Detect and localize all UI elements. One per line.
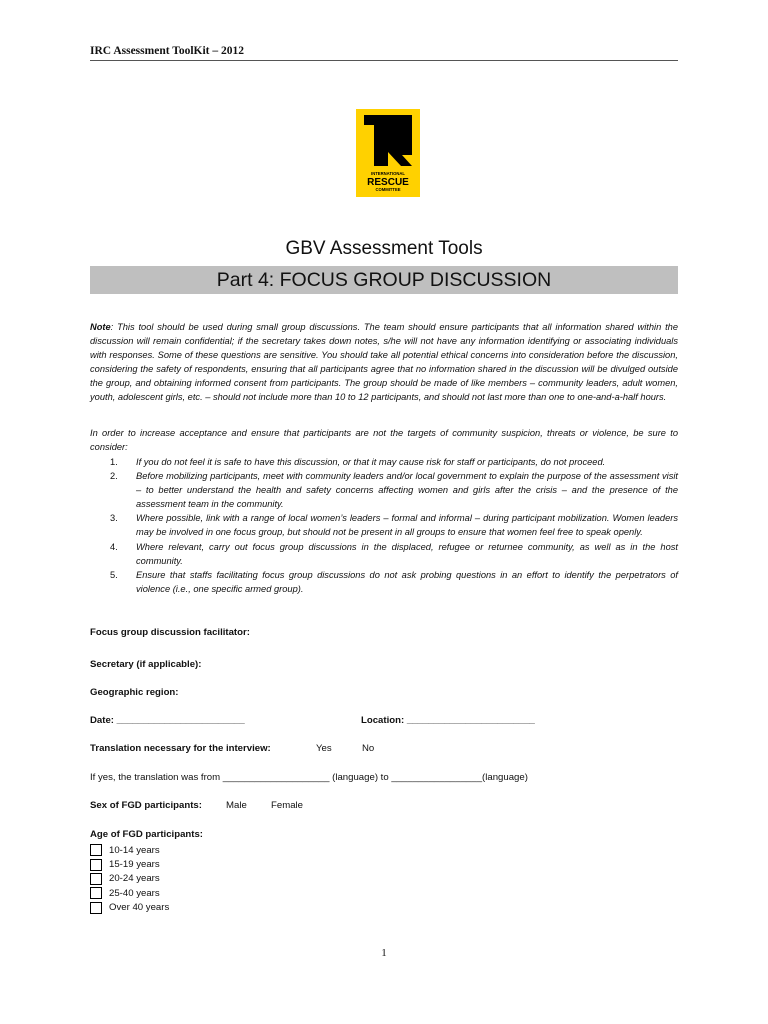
logo-line-1: INTERNATIONAL <box>371 171 405 176</box>
secretary-field-label: Secretary (if applicable): <box>90 659 202 670</box>
checkbox-label: 10-14 years <box>109 844 160 856</box>
list-item <box>110 511 678 539</box>
logo-line-3: COMMITTEE <box>375 187 401 192</box>
list-text: If you do not feel it is safe to have this discussion, or that it may cause risk for staff or participants, do not proceed. <box>136 457 606 467</box>
list-number: 5. <box>110 569 118 580</box>
list-text: Ensure that staffs facilitating focus group discussions do not ask probing questions in an effort to identify the perpetrators of violence (i.e., one specific armed group). <box>136 569 678 594</box>
note-label: Note <box>90 322 111 332</box>
checkbox-label: Over 40 years <box>109 902 170 914</box>
list-item <box>110 540 678 568</box>
age-question: Age of FGD participants: <box>90 829 203 840</box>
list-number: 2. <box>110 471 118 482</box>
translation-yes-option[interactable]: Yes <box>316 743 332 754</box>
checkbox[interactable] <box>90 902 102 914</box>
checklist-item[interactable] <box>90 901 169 915</box>
part-heading: Part 4: FOCUS GROUP DISCUSSION <box>90 266 678 294</box>
note-paragraph <box>90 320 678 405</box>
checkbox-label: 25-40 years <box>109 887 160 899</box>
checkbox-label: 15-19 years <box>109 859 160 871</box>
list-text: Where possible, link with a range of local women’s leaders – formal and informal – during participant mobilization. Women leaders may be involved in one focus group, but should not be present in all groups to ensure that women feel free to speak openly. <box>136 513 678 538</box>
checklist-item[interactable] <box>90 843 169 857</box>
list-number: 1. <box>110 457 118 467</box>
location-field[interactable]: Location: ________________________ <box>361 715 535 726</box>
checkbox-label: 20-24 years <box>109 873 160 885</box>
note-text: : This tool should be used during small group discussions. The team should ensure participants that all information shared within the discussion will remain confidential; if the secretary takes down notes, s/he will not have any information identifying or associating individuals with responses. Some of these questions are sensitive. You should take all potential ethical concerns into consideration before the discussion, considering the safety of respondents, ensuring that all participants agree that no information shared in the discussion will be divulged outside the group, and obtaining informed consent from participants. The group should be made of like members – community leaders, adult women, youth, adolescent girls, etc. – should not include more than 10 to 12 participants, and should not last more than one to one-and-a-half hours. <box>90 322 678 403</box>
checkbox[interactable] <box>90 859 102 871</box>
rescue-logo-icon <box>356 109 420 197</box>
running-header: IRC Assessment ToolKit – 2012 <box>90 45 678 61</box>
list-item <box>110 455 678 469</box>
sex-male-option[interactable]: Male <box>226 800 247 811</box>
checkbox[interactable] <box>90 887 102 899</box>
checklist-item[interactable] <box>90 886 169 900</box>
region-field-label: Geographic region: <box>90 687 179 698</box>
intro-paragraph: In order to increase acceptance and ensure that participants are not the targets of community suspicion, threats or violence, be sure to consider: <box>90 428 678 453</box>
checkbox[interactable] <box>90 844 102 856</box>
date-field[interactable]: Date: ________________________ <box>90 715 245 726</box>
checklist-item[interactable] <box>90 857 169 871</box>
list-text: Where relevant, carry out focus group discussions in the displaced, refugee or returnee community, as well as in the host community. <box>136 541 678 566</box>
list-item <box>110 568 678 596</box>
logo-line-2: RESCUE <box>367 177 409 188</box>
translation-detail-field[interactable]: If yes, the translation was from ____________________ (language) to _________________(language) <box>90 772 528 783</box>
consideration-list <box>110 455 678 596</box>
checklist-item[interactable] <box>90 872 169 886</box>
age-checklist <box>90 843 169 915</box>
translation-question: Translation necessary for the interview: <box>90 743 271 754</box>
sex-female-option[interactable]: Female <box>271 800 303 811</box>
facilitator-field-label: Focus group discussion facilitator: <box>90 627 250 638</box>
page-number: 1 <box>381 947 387 959</box>
list-number: 3. <box>110 513 118 524</box>
translation-no-option[interactable]: No <box>362 743 375 754</box>
checkbox[interactable] <box>90 873 102 885</box>
document-title: GBV Assessment Tools <box>285 238 483 259</box>
list-text: Before mobilizing participants, meet with community leaders and/or local government to explain the purpose of the assessment visit – to better understand the health and safety concerns affecting women and girls after the crisis – and the presence of the assessment team in the community. <box>136 471 678 510</box>
list-number: 4. <box>110 541 118 552</box>
irc-logo <box>356 109 420 197</box>
list-item <box>110 469 678 511</box>
sex-question: Sex of FGD participants: <box>90 800 202 811</box>
